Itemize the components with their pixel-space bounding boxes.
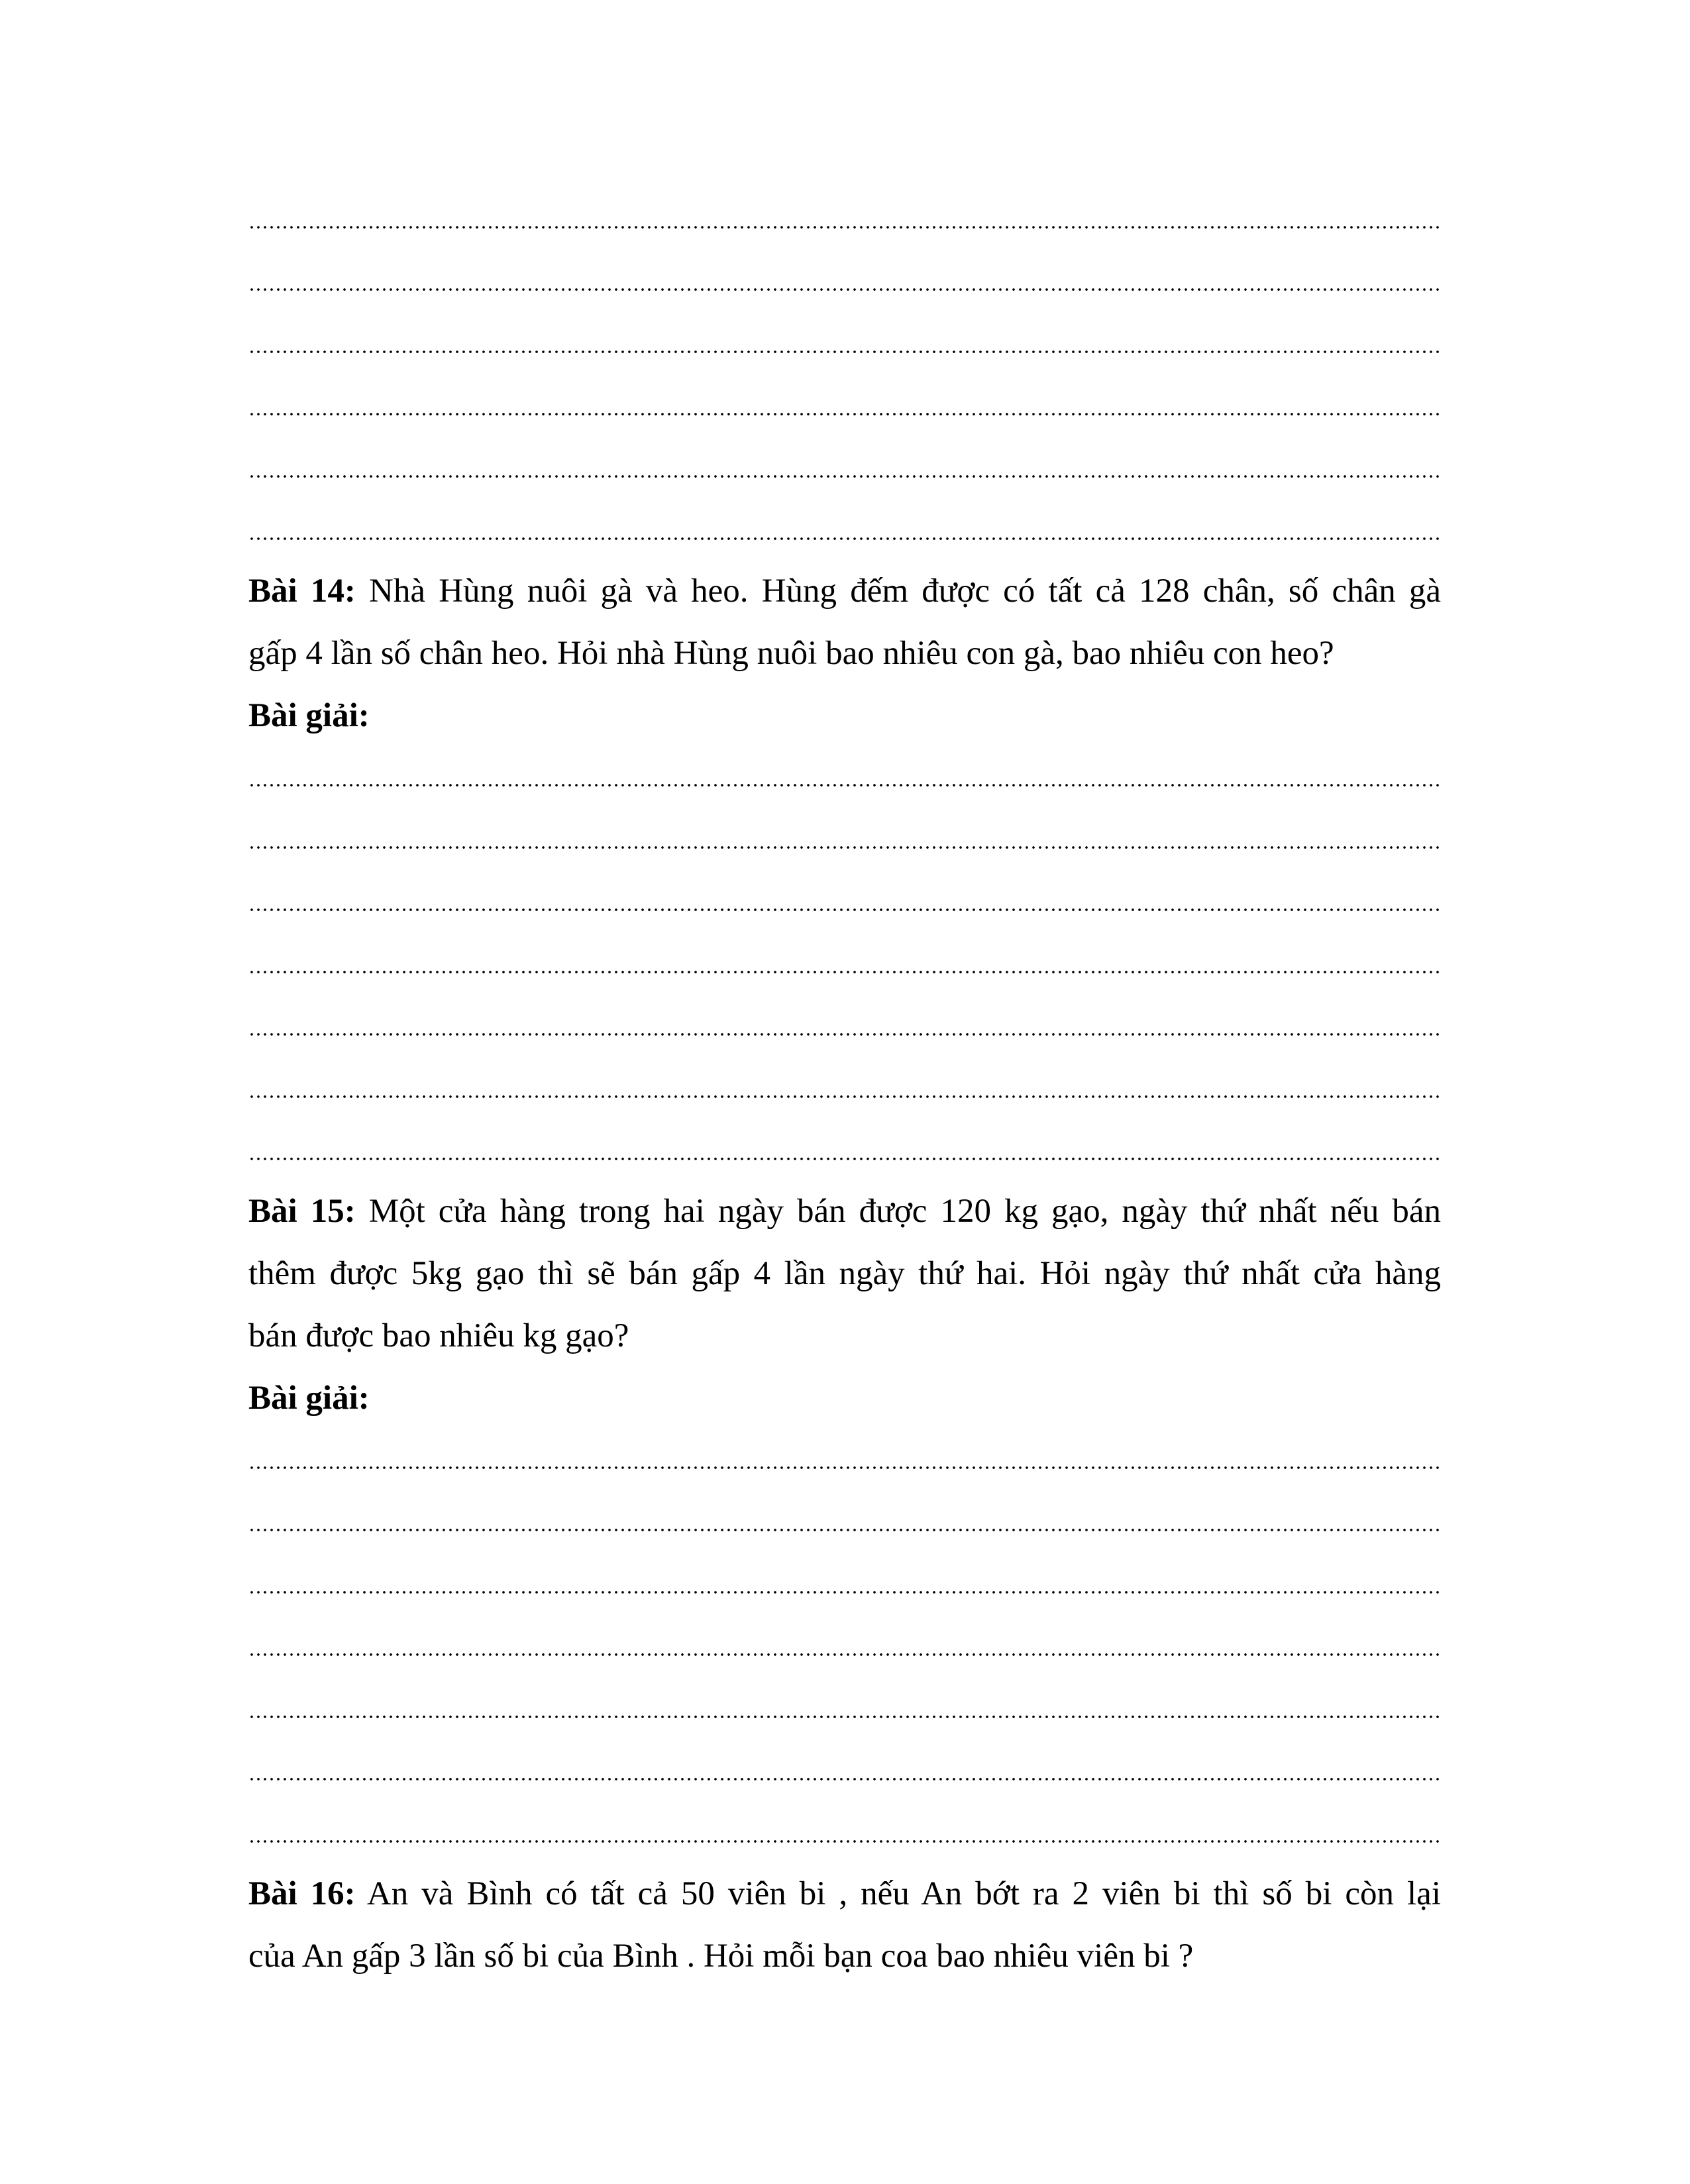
answer-line [248, 1653, 1441, 1657]
answer-line [248, 908, 1441, 912]
answer-line [248, 350, 1441, 354]
problem-15-label: Bài 15: [248, 1193, 356, 1230]
problem-15-solution-heading: Bài giải: [248, 1380, 370, 1417]
answer-line [248, 1157, 1441, 1161]
problem-16-label: Bài 16: [248, 1875, 356, 1912]
problem-16-text-2: của An gấp 3 lần số bi của Bình . Hỏi mỗi bạn coa bao nhiêu viên bi ? [248, 1938, 1194, 1975]
answer-line [248, 970, 1441, 974]
problem-15-line-1 [248, 1191, 1441, 1231]
problem-16-text-1: An và Bình có tất cả 50 viên bi , nếu An bớt ra 2 viên bi thì số bi còn lại [366, 1875, 1441, 1912]
answer-line [248, 846, 1441, 849]
answer-line [248, 1032, 1441, 1036]
answer-line [248, 288, 1441, 292]
answer-line [248, 1528, 1441, 1532]
answer-line [248, 1590, 1441, 1594]
problem-16-line-2 [248, 1936, 1193, 1976]
problem-15-line-3 [248, 1316, 629, 1356]
answer-line [248, 1466, 1441, 1470]
problem-15-line-2 [248, 1254, 1441, 1293]
problem-14-line-1 [248, 571, 1441, 611]
answer-line [248, 1095, 1441, 1099]
answer-line [248, 1777, 1441, 1781]
answer-line [248, 474, 1441, 478]
answer-line [248, 783, 1441, 787]
problem-15-text-1: Một cửa hàng trong hai ngày bán được 120 kg gạo, ngày thứ nhất nếu bán [368, 1193, 1442, 1230]
answer-line [248, 225, 1441, 229]
problem-14-text-1: Nhà Hùng nuôi gà và heo. Hùng đếm được có tất cả 128 chân, số chân gà [369, 573, 1442, 610]
problem-16-line-1 [248, 1874, 1441, 1914]
problem-14-text-2: gấp 4 lần số chân heo. Hỏi nhà Hùng nuôi bao nhiêu con gà, bao nhiêu con heo? [248, 635, 1334, 672]
answer-line [248, 1839, 1441, 1843]
problem-15-text-2: thêm được 5kg gạo thì sẽ bán gấp 4 lần ngày thứ hai. Hỏi ngày thứ nhất cửa hàng [248, 1255, 1441, 1292]
answer-line [248, 1715, 1441, 1719]
answer-line [248, 412, 1441, 416]
answer-line [248, 537, 1441, 541]
problem-15-text-3: bán được bao nhiêu kg gạo? [248, 1317, 629, 1354]
problem-14-label: Bài 14: [248, 573, 356, 610]
problem-14-solution-heading: Bài giải: [248, 697, 370, 734]
problem-14-line-2 [248, 633, 1334, 673]
